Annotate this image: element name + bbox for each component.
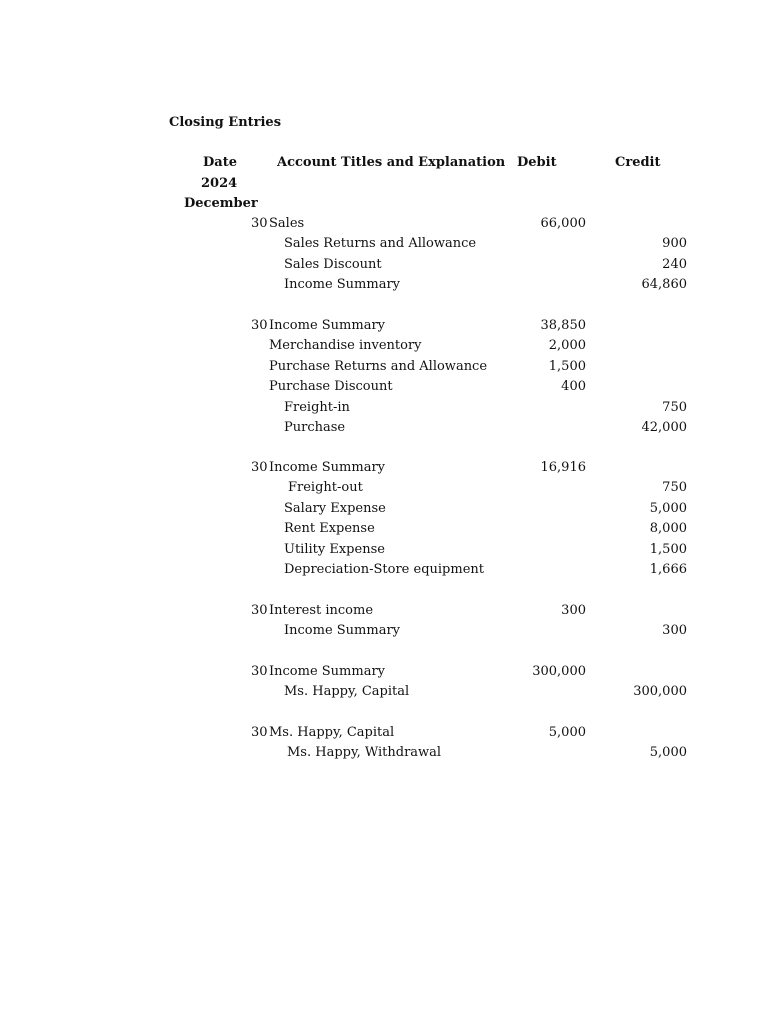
entry-day: 30 — [251, 603, 268, 618]
credit-amount: 750 — [662, 480, 687, 496]
date-month: December — [184, 196, 258, 211]
account-title: Sales Discount — [284, 256, 382, 272]
account-title: Income Summary — [269, 460, 386, 475]
account-title: Sales — [269, 216, 305, 231]
debit-amount: 400 — [561, 379, 586, 395]
header-date: Date — [203, 155, 237, 170]
account-title: Utility Expense — [284, 541, 385, 557]
entry-day: 30 — [251, 318, 268, 333]
credit-amount: 300,000 — [633, 684, 687, 700]
credit-amount: 1,500 — [649, 541, 687, 557]
header-account: Account Titles and Explanation — [277, 155, 506, 170]
account-title: Income Summary — [284, 623, 401, 639]
credit-amount: 300 — [662, 623, 687, 639]
account-title: Purchase — [284, 420, 346, 435]
debit-amount: 2,000 — [548, 338, 586, 354]
header-debit: Debit — [517, 155, 557, 170]
credit-amount: 64,860 — [641, 277, 687, 293]
debit-amount: 38,850 — [540, 318, 586, 333]
account-title: Income Summary — [269, 318, 386, 333]
debit-amount: 300 — [561, 603, 586, 618]
account-title: Rent Expense — [284, 521, 375, 537]
account-title: Interest income — [269, 603, 374, 618]
account-title: Purchase Discount — [269, 379, 393, 395]
account-title: Purchase Returns and Allowance — [269, 358, 488, 374]
account-title: Ms. Happy, Withdrawal — [287, 745, 442, 761]
account-title: Ms. Happy, Capital — [269, 725, 395, 740]
debit-amount: 66,000 — [540, 216, 586, 231]
entry-day: 30 — [251, 460, 268, 475]
header-credit: Credit — [615, 155, 661, 170]
account-title: Income Summary — [269, 664, 386, 679]
debit-amount: 16,916 — [540, 460, 586, 475]
credit-amount: 5,000 — [649, 500, 687, 516]
credit-amount: 240 — [662, 256, 687, 272]
entry-day: 30 — [251, 216, 268, 231]
account-title: Freight-out — [288, 480, 363, 496]
credit-amount: 750 — [662, 399, 687, 415]
account-title: Depreciation-Store equipment — [284, 562, 484, 577]
entry-day: 30 — [251, 725, 268, 740]
account-title: Merchandise inventory — [269, 338, 422, 354]
account-title: Sales Returns and Allowance — [284, 236, 477, 252]
credit-amount: 5,000 — [649, 745, 687, 761]
account-title: Income Summary — [284, 277, 401, 293]
account-title: Salary Expense — [284, 500, 386, 516]
credit-amount: 8,000 — [649, 521, 687, 537]
debit-amount: 300,000 — [532, 664, 586, 679]
page-title: Closing Entries — [169, 115, 282, 130]
credit-amount: 1,666 — [649, 562, 687, 577]
debit-amount: 1,500 — [548, 358, 586, 374]
date-year: 2024 — [201, 176, 238, 191]
credit-amount: 42,000 — [641, 420, 687, 435]
debit-amount: 5,000 — [548, 725, 586, 740]
entry-day: 30 — [251, 664, 268, 679]
account-title: Freight-in — [284, 399, 350, 415]
account-title: Ms. Happy, Capital — [284, 684, 410, 700]
credit-amount: 900 — [662, 236, 687, 252]
